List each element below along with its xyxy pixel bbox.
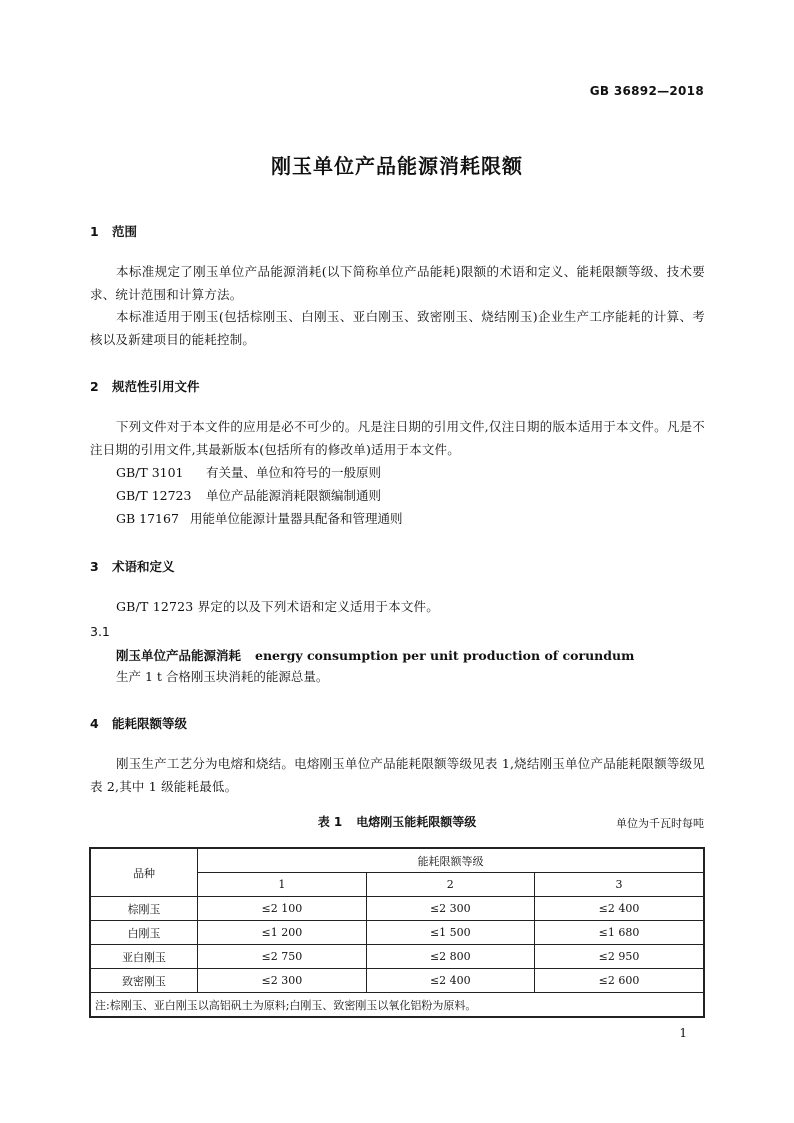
section-1-heading [90,222,137,240]
value-cell: ≤2 750 [198,945,366,969]
table-unit: 单位为千瓦时每吨 [616,817,704,830]
value-cell: ≤2 400 [535,897,704,921]
section-title: 范围 [112,224,138,239]
value-cell: ≤2 100 [198,897,366,921]
value-cell: ≤1 500 [366,921,534,945]
section-1-paragraph-2: 本标准适用于刚玉(包括棕刚玉、白刚玉、亚白刚玉、致密刚玉、烧结刚玉)企业生产工序能耗的计算、考核以及新建项目的能耗控制。 [90,309,705,347]
header-variety: 品种 [90,848,198,897]
section-number: 2 [90,379,99,394]
section-title: 术语和定义 [112,559,175,574]
section-4-paragraph-1: 刚玉生产工艺分为电熔和烧结。电熔刚玉单位产品能耗限额等级见表 1,烧结刚玉单位产品能耗限额等级见表 2,其中 1 级能耗最低。 [90,756,705,794]
standard-code: GB 36892—2018 [589,84,704,98]
table-row [90,921,704,945]
table-row [90,969,704,993]
section-4-heading [90,714,187,732]
section-2-paragraph-1: 下列文件对于本文件的应用是必不可少的。凡是注日期的引用文件,仅注日期的版本适用于本文件。凡是不注日期的引用文件,其最新版本(包括所有的修改单)适用于本文件。 [90,419,705,457]
reference-code: GB/T 3101 [116,465,184,480]
table-note: 注:棕刚玉、亚白刚玉以高铝矾土为原料;白刚玉、致密刚玉以氧化铝粉为原料。 [90,993,704,1018]
document-title: 刚玉单位产品能源消耗限额 [271,154,523,178]
section-2-heading [90,377,200,395]
variety-cell: 棕刚玉 [90,897,198,921]
section-number: 1 [90,224,99,239]
value-cell: ≤2 300 [198,969,366,993]
reference-item [116,485,381,508]
value-cell: ≤2 950 [535,945,704,969]
term-number: 3.1 [90,624,110,639]
page-number: 1 [679,1026,687,1040]
value-cell: ≤2 400 [366,969,534,993]
table-header-row [90,848,704,873]
energy-limit-table [89,847,705,1018]
reference-title: 用能单位能源计量器具配备和管理通则 [190,511,403,526]
term-definition: 生产 1 t 合格刚玉块消耗的能源总量。 [116,669,329,684]
term-entry [116,646,634,664]
variety-cell: 致密刚玉 [90,969,198,993]
variety-cell: 白刚玉 [90,921,198,945]
section-title: 能耗限额等级 [112,716,188,731]
header-grade: 能耗限额等级 [198,848,704,873]
reference-code: GB/T 12723 [116,488,192,503]
term-english: energy consumption per unit production of corundum [255,648,635,663]
section-1-paragraph-1: 本标准规定了刚玉单位产品能源消耗(以下简称单位产品能耗)限额的术语和定义、能耗限额等级、技术要求、统计范围和计算方法。 [90,264,705,302]
grade-cell: 3 [535,873,704,897]
reference-title: 有关量、单位和符号的一般原则 [206,465,382,480]
table-row [90,945,704,969]
reference-item [116,462,381,485]
section-number: 3 [90,559,99,574]
variety-cell: 亚白刚玉 [90,945,198,969]
section-title: 规范性引用文件 [112,379,200,394]
table-caption-number: 表 1 [317,815,343,829]
table-row [90,897,704,921]
reference-title: 单位产品能源消耗限额编制通则 [206,488,382,503]
reference-item [116,508,403,531]
reference-code: GB 17167 [116,511,179,526]
table-caption-title: 电熔刚玉能耗限额等级 [356,815,477,829]
grade-cell: 2 [366,873,534,897]
value-cell: ≤1 200 [198,921,366,945]
section-number: 4 [90,716,99,731]
value-cell: ≤2 300 [366,897,534,921]
term-chinese: 刚玉单位产品能源消耗 [116,648,242,663]
table-note-row [90,993,704,1018]
section-3-paragraph-1: GB/T 12723 界定的以及下列术语和定义适用于本文件。 [116,599,439,614]
value-cell: ≤2 600 [535,969,704,993]
value-cell: ≤2 800 [366,945,534,969]
value-cell: ≤1 680 [535,921,704,945]
section-3-heading [90,557,175,575]
grade-cell: 1 [198,873,366,897]
